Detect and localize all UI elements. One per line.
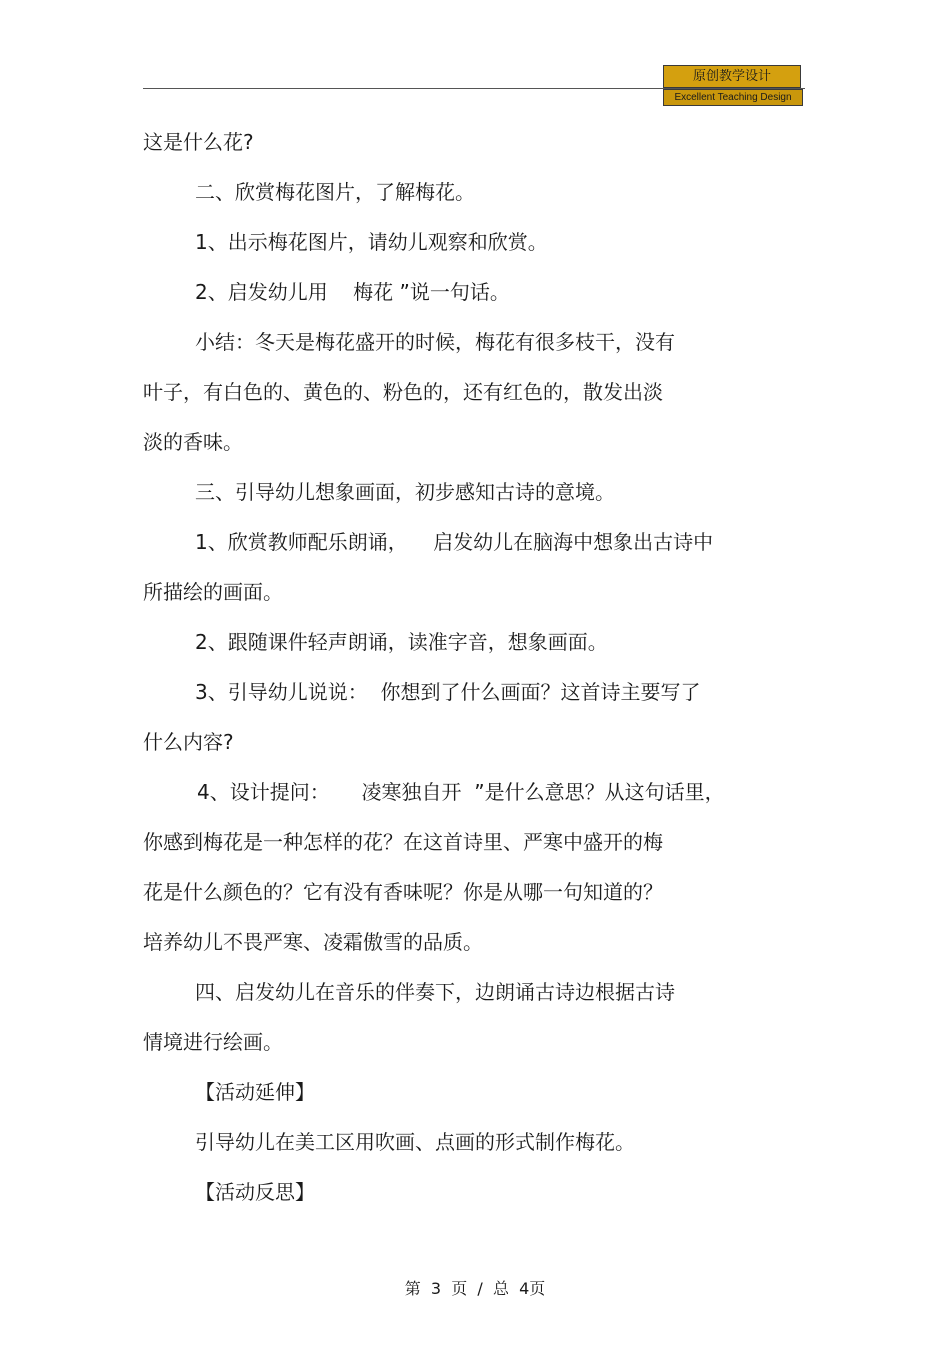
text-line: 情境进行绘画。 bbox=[143, 1030, 283, 1054]
text-line: 1、出示梅花图片，请幼儿观察和欣赏。 bbox=[195, 230, 548, 254]
text-line: 3、引导幼儿说说： 你想到了什么画面？这首诗主要写了 bbox=[195, 680, 701, 704]
section-heading: 【活动延伸】 bbox=[195, 1080, 315, 1104]
text-line: 你感到梅花是一种怎样的花？在这首诗里、严寒中盛开的梅 bbox=[143, 830, 663, 854]
section-heading: 四、启发幼儿在音乐的伴奏下，边朗诵古诗边根据古诗 bbox=[195, 980, 675, 1004]
text-line: 这是什么花? bbox=[143, 130, 254, 154]
text-line: 1、欣赏教师配乐朗诵， 启发幼儿在脑海中想象出古诗中 bbox=[195, 530, 714, 554]
text-line: 所描绘的画面。 bbox=[143, 580, 283, 604]
text-line: 什么内容? bbox=[143, 730, 234, 754]
section-heading: 【活动反思】 bbox=[195, 1180, 315, 1204]
text-line: 2、跟随课件轻声朗诵，读准字音，想象画面。 bbox=[195, 630, 608, 654]
text-line: 培养幼儿不畏严寒、凌霜傲雪的品质。 bbox=[143, 930, 483, 954]
text-line: 叶子，有白色的、黄色的、粉色的，还有红色的，散发出淡 bbox=[143, 380, 663, 404]
text-line: 4、设计提问： 凌寒独自开 ”是什么意思？从这句话里， bbox=[197, 780, 725, 804]
text-line: 小结：冬天是梅花盛开的时候，梅花有很多枝干，没有 bbox=[195, 330, 675, 354]
header-badge-subtitle: Excellent Teaching Design bbox=[663, 89, 803, 106]
text-line: 淡的香味。 bbox=[143, 430, 243, 454]
text-line: 花是什么颜色的？它有没有香味呢？你是从哪一句知道的？ bbox=[143, 880, 663, 904]
header-badge-title: 原创教学设计 bbox=[663, 65, 801, 88]
section-heading: 二、欣赏梅花图片，了解梅花。 bbox=[195, 180, 475, 204]
text-line: 引导幼儿在美工区用吹画、点画的形式制作梅花。 bbox=[195, 1130, 635, 1154]
section-heading: 三、引导幼儿想象画面，初步感知古诗的意境。 bbox=[195, 480, 615, 504]
page-number: 第 3 页 / 总 4页 bbox=[404, 1279, 546, 1298]
text-line: 2、启发幼儿用 梅花 ”说一句话。 bbox=[195, 280, 510, 304]
